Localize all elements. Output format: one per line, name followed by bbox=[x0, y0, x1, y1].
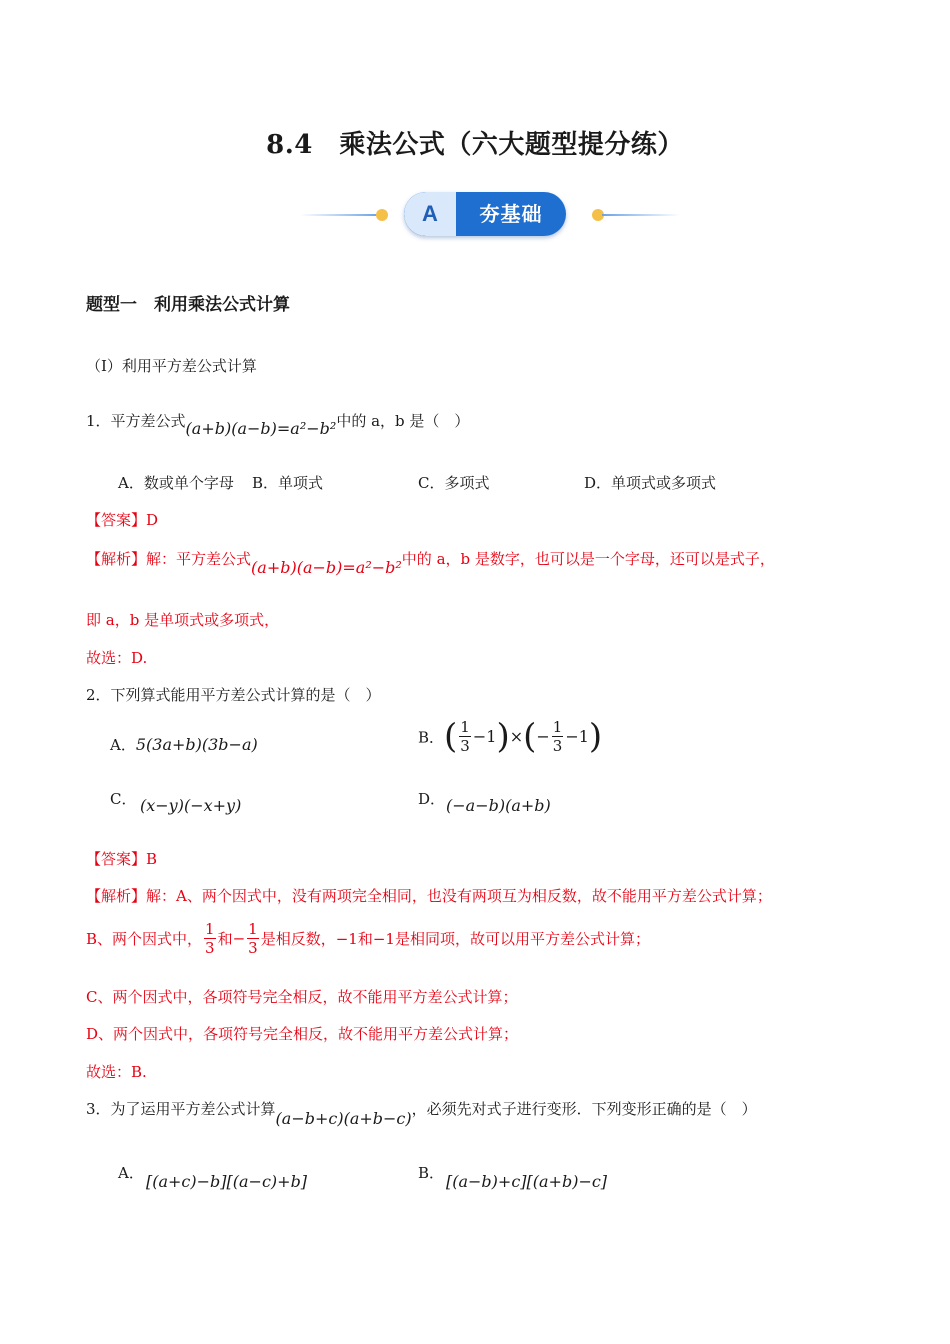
q2-analysis-2: B、两个因式中， $\frac{1}{3}$ 和− $\frac{1}{3}$ 是相反数，−1和−1是相同项，故可以用平方差公式计算； bbox=[86, 920, 650, 957]
q2-option-b bbox=[418, 718, 602, 768]
q3-stem-post: ，必须先对式子进行变形．下列变形正确的是（ ） bbox=[411, 1100, 757, 1118]
q2-option-d-expr: (−a−b)(a+b) bbox=[446, 796, 551, 815]
q2-option-a bbox=[110, 734, 258, 755]
q1-stem-post: 中的 a，b 是（ ） bbox=[336, 412, 470, 430]
q3-formula: (a−b+c)(a+b−c) bbox=[275, 1109, 412, 1128]
q2-analysis-2-pre: B、两个因式中， bbox=[86, 930, 203, 948]
q2-option-d-label: D． bbox=[418, 790, 446, 808]
q2-choice: 故选：B. bbox=[86, 1063, 147, 1081]
fraction-neg-one-third: $\frac{1}{3}$ bbox=[248, 920, 258, 957]
q1-analysis bbox=[86, 548, 775, 577]
q2-option-b-expr: ( $\frac{1}{3}$ −1)×(− $\frac{1}{3}$ −1) bbox=[444, 716, 603, 757]
q2-option-c-label: C． bbox=[110, 790, 137, 808]
q2-option-a-expr: 5(3a+b)(3b−a) bbox=[135, 735, 258, 754]
q1-option-c: C．多项式 bbox=[418, 474, 490, 492]
q2-analysis-2-mid: 和 bbox=[217, 930, 233, 948]
q2-analysis-label: 【解析】 bbox=[86, 887, 147, 905]
q2-analysis-1-text: 解：A、两个因式中，没有两项完全相同，也没有两项互为相反数，故不能用平方差公式计算； bbox=[146, 887, 772, 905]
q1-analysis-line2: 即 a，b 是单项式或多项式， bbox=[86, 611, 280, 629]
badge-letter: A bbox=[404, 192, 456, 236]
badge-text: 夯基础 bbox=[479, 202, 543, 226]
q1-analysis-formula: (a+b)(a−b)=a²−b² bbox=[251, 558, 402, 577]
badge-pill bbox=[404, 192, 566, 236]
q1-analysis-pre: 解：平方差公式 bbox=[146, 550, 252, 568]
subsection-heading: （Ⅰ）利用平方差公式计算 bbox=[86, 357, 257, 375]
section-badge bbox=[300, 190, 680, 240]
q1-option-b: B．单项式 bbox=[252, 474, 324, 492]
q2-answer: 【答案】B bbox=[86, 850, 158, 868]
q1-option-a: A．数或单个字母 bbox=[118, 474, 234, 492]
section-heading: 题型一 利用乘法公式计算 bbox=[86, 295, 290, 315]
q2-option-c-expr: (x−y)(−x+y) bbox=[140, 796, 242, 815]
q1-stem-pre: 1．平方差公式 bbox=[86, 412, 186, 430]
page-title: 8.4 乘法公式（六大题型提分练） bbox=[266, 130, 684, 160]
dot-left bbox=[376, 209, 388, 221]
q2-option-b-label: B． bbox=[418, 728, 445, 747]
q2-option-a-label: A． bbox=[110, 736, 136, 754]
q3-stem-pre: 3．为了运用平方差公式计算 bbox=[86, 1100, 276, 1118]
q1-formula: (a+b)(a−b)=a²−b² bbox=[185, 419, 337, 438]
q2-analysis-3: C、两个因式中，各项符号完全相反，故不能用平方差公式计算； bbox=[86, 988, 518, 1006]
q2-analysis-1 bbox=[86, 885, 772, 906]
q3-option-b-expr: [(a−b)+c][(a+b)−c] bbox=[446, 1172, 608, 1191]
divider-left bbox=[300, 214, 378, 216]
q3-option-a-label: A． bbox=[118, 1164, 144, 1182]
q2-stem: 2．下列算式能用平方差公式计算的是（ ） bbox=[86, 686, 381, 704]
q3-stem bbox=[86, 1098, 757, 1128]
q1-choice: 故选：D. bbox=[86, 649, 148, 667]
q1-option-d: D．单项式或多项式 bbox=[584, 474, 717, 492]
q3-option-a-expr: [(a+c)−b][(a−c)+b] bbox=[146, 1172, 308, 1191]
q1-analysis-label: 【解析】 bbox=[86, 550, 147, 568]
fraction-one-third: $\frac{1}{3}$ bbox=[205, 920, 215, 957]
q3-option-b-label: B． bbox=[418, 1164, 445, 1182]
q1-answer: 【答案】D bbox=[86, 511, 159, 529]
q1-analysis-post: 中的 a，b 是数字，也可以是一个字母，还可以是式子， bbox=[401, 550, 775, 568]
divider-right bbox=[602, 214, 680, 216]
q2-analysis-4: D、两个因式中，各项符号完全相反，故不能用平方差公式计算； bbox=[86, 1025, 519, 1043]
q2-analysis-2-post: 是相反数，−1和−1是相同项，故可以用平方差公式计算； bbox=[260, 930, 650, 948]
q1-stem bbox=[86, 410, 470, 438]
